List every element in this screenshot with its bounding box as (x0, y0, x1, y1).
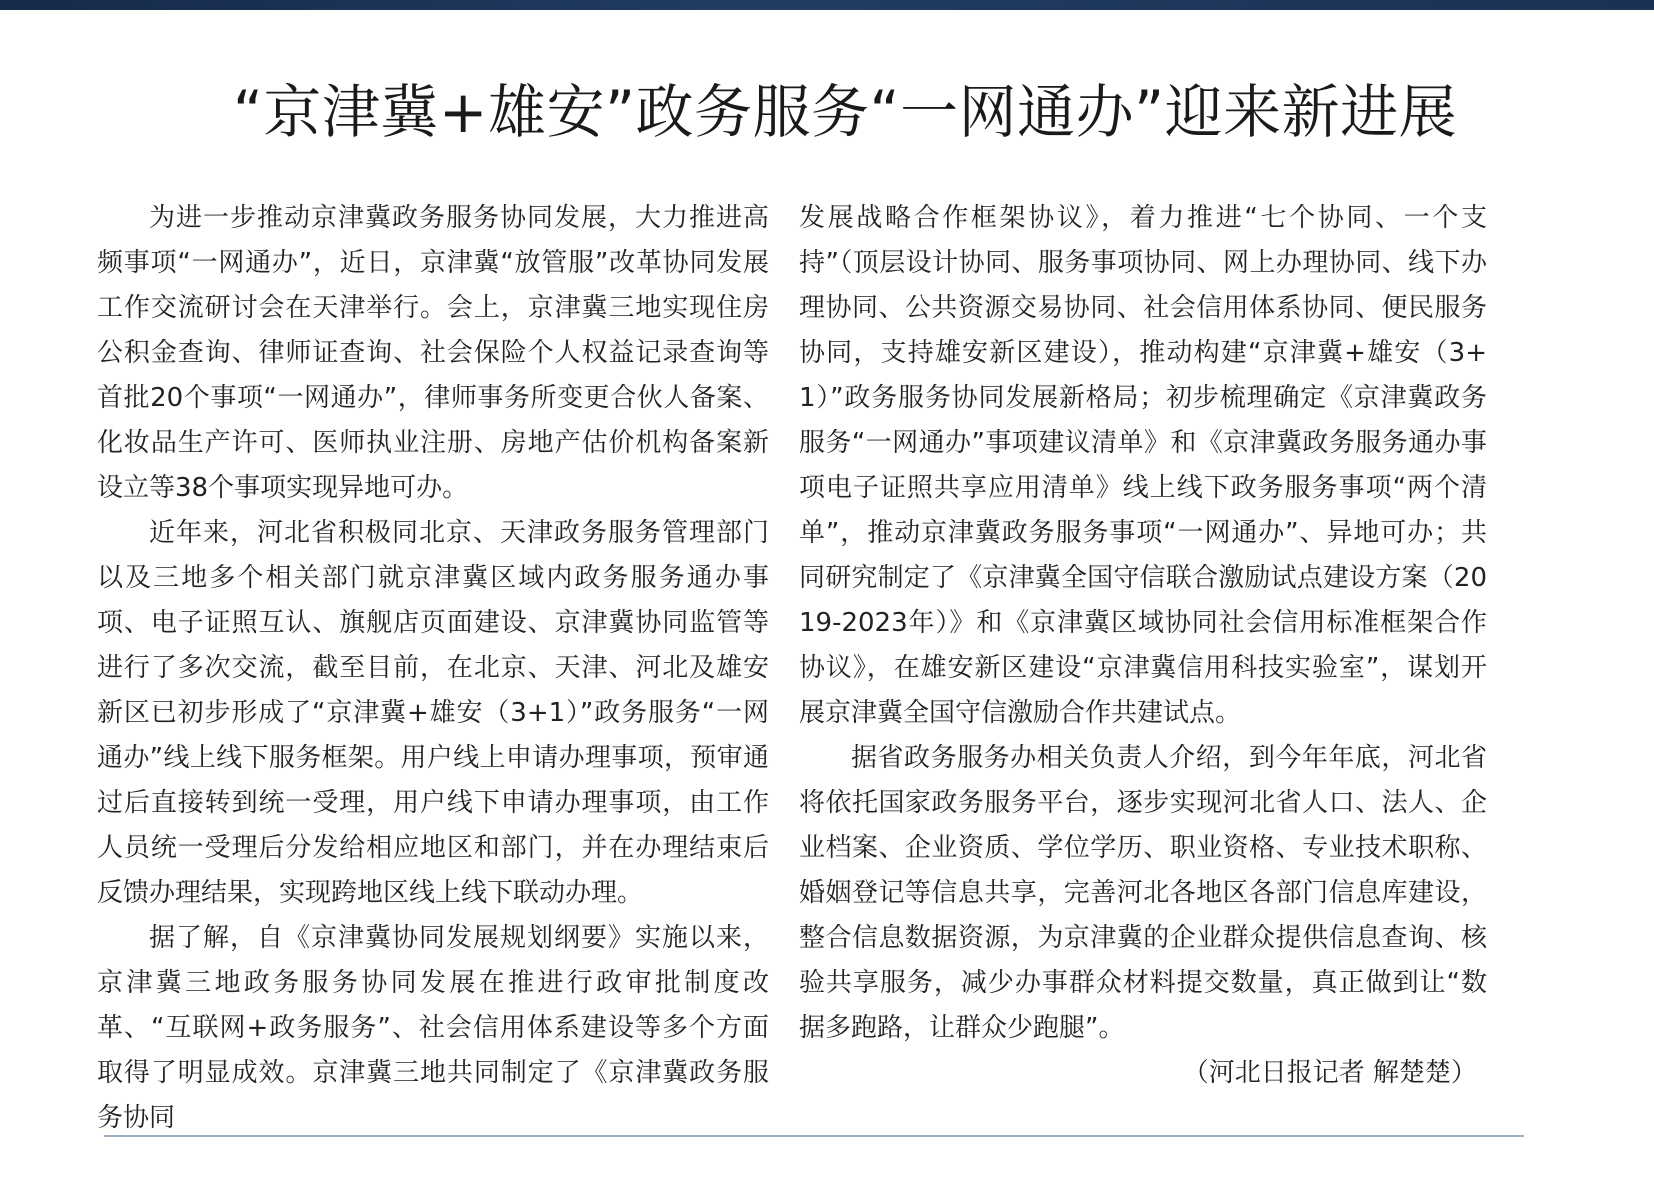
article-column-right (799, 196, 1487, 1096)
top-banner-bar (0, 0, 1654, 10)
paragraph-3-continued: 发展战略合作框架协议》，着力推进“七个协同、一个支持”（顶层设计协同、服务事项协同、网上办理协同、线下办理协同、公共资源交易协同、社会信用体系协同、便民服务协同，支持雄安新区建设），推动构建“京津冀+雄安（3+1）”政务服务协同发展新格局；初步梳理确定《京津冀政务服务“一网通办”事项建议清单》和《京津冀政务服务通办事项电子证照共享应用清单》线上线下政务服务事项“两个清单”，推动京津冀政务服务事项“一网通办”、异地可办；共同研究制定了《京津冀全国守信联合激励试点建设方案（2019-2023年）》和《京津冀区域协同社会信用标准框架合作协议》，在雄安新区建设“京津冀信用科技实验室”，谋划开展京津冀全国守信激励合作共建试点。 (799, 203, 1487, 728)
paragraph-4: 据省政务服务办相关负责人介绍，到今年年底，河北省将依托国家政务服务平台，逐步实现河北省人口、法人、企业档案、企业资质、学位学历、职业资格、专业技术职称、婚姻登记等信息共享，完善河北各地区各部门信息库建设，整合信息数据资源，为京津冀的企业群众提供信息查询、核验共享服务，减少办事群众材料提交数量，真正做到让“数据多跑路，让群众少跑腿”。 (799, 743, 1487, 1043)
paragraph-1: 为进一步推动京津冀政务服务协同发展，大力推进高频事项“一网通办”，近日，京津冀“放管服”改革协同发展工作交流研讨会在天津举行。会上，京津冀三地实现住房公积金查询、律师证查询、社会保险个人权益记录查询等首批20个事项“一网通办”，律师事务所变更合伙人备案、化妆品生产许可、医师执业注册、房地产估价机构备案新设立等38个事项实现异地可办。 (97, 203, 769, 503)
article-column-left (97, 196, 769, 1141)
bottom-divider (104, 1135, 1524, 1137)
reporter-byline: （河北日报记者 解楚楚） (1182, 1058, 1477, 1088)
paragraph-3: 据了解，自《京津冀协同发展规划纲要》实施以来，京津冀三地政务服务协同发展在推进行政审批制度改革、“互联网+政务服务”、社会信用体系建设等多个方面取得了明显成效。京津冀三地共同制定了《京津冀政务服务协同 (97, 923, 769, 1133)
paragraph-2: 近年来，河北省积极同北京、天津政务服务管理部门以及三地多个相关部门就京津冀区域内政务服务通办事项、电子证照互认、旗舰店页面建设、京津冀协同监管等进行了多次交流，截至目前，在北京、天津、河北及雄安新区已初步形成了“京津冀+雄安（3+1）”政务服务“一网通办”线上线下服务框架。用户线上申请办理事项，预审通过后直接转到统一受理，用户线下申请办理事项，由工作人员统一受理后分发给相应地区和部门，并在办理结束后反馈办理结果，实现跨地区线上线下联动办理。 (97, 518, 769, 908)
article-title: “京津冀+雄安”政务服务“一网通办”迎来新进展 (232, 78, 1458, 146)
